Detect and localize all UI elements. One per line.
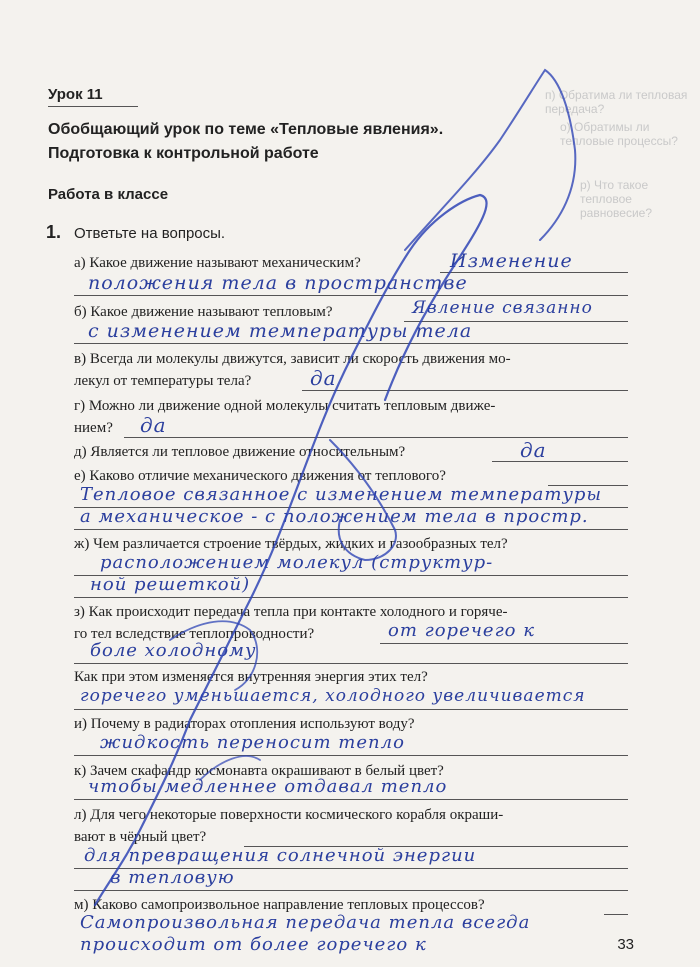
handwritten-answer: да: [520, 438, 547, 462]
question-e: д) Является ли тепловое движение относительным?: [74, 444, 406, 460]
question-d: г) Можно ли движение одной молекулы считать тепловым движе-: [74, 398, 496, 414]
show-through-text: о) Обратимы ли тепловые процессы?: [560, 120, 678, 148]
handwritten-answer: жидкость переносит тепло: [100, 732, 405, 753]
handwritten-answer: для превращения солнечной энергии: [84, 845, 477, 866]
task-instruction: Ответьте на вопросы.: [74, 225, 226, 242]
question-m: м) Каково самопроизвольное направление тепловых процессов?: [74, 897, 485, 913]
question-a: а) Какое движение называют механическим?: [74, 255, 361, 271]
handwritten-answer: боле холодному: [90, 640, 257, 661]
question-l-cont: вают в чёрный цвет?: [74, 829, 207, 845]
handwritten-answer: положения тела в пространстве: [88, 272, 468, 294]
question-h-cont: го тел вследствие теплопроводности?: [74, 626, 315, 642]
handwritten-answer: ной решеткой): [90, 574, 251, 595]
handwritten-answer: а механическое - с положением тела в простр.: [80, 506, 589, 527]
handwritten-answer: с изменением температуры тела: [88, 320, 473, 342]
handwritten-answer: да: [310, 366, 337, 390]
question-h2: Как при этом изменяется внутренняя энергия этих тел?: [74, 669, 428, 685]
question-h: з) Как происходит передача тепла при контакте холодного и горяче-: [74, 604, 508, 620]
question-d-cont: нием?: [74, 420, 113, 436]
title-line: Обобщающий урок по теме «Тепловые явления».: [48, 121, 444, 138]
handwritten-answer: происходит от более горечего к: [80, 934, 427, 955]
question-c: в) Всегда ли молекулы движутся, зависит ли скорость движения мо-: [74, 351, 511, 367]
handwritten-answer: Тепловое связанное с изменением температуры: [80, 484, 603, 505]
lesson-label: Урок 11: [48, 86, 103, 103]
handwritten-answer: Изменение: [450, 250, 573, 272]
question-f: е) Каково отличие механического движения от теплового?: [74, 468, 446, 484]
handwritten-answer: расположением молекул (структур-: [100, 552, 494, 573]
handwritten-answer: в тепловую: [110, 867, 235, 888]
handwritten-answer: да: [140, 413, 167, 437]
task-number: 1.: [46, 222, 62, 242]
handwritten-answer: от горечего к: [388, 620, 535, 641]
title-line: Подготовка к контрольной работе: [48, 145, 319, 162]
question-b: б) Какое движение называют тепловым?: [74, 304, 333, 320]
question-k: к) Зачем скафандр космонавта окрашивают в белый цвет?: [74, 763, 444, 779]
show-through-text: р) Что такое тепловое равновесие?: [580, 178, 652, 220]
page-number: 33: [617, 936, 634, 953]
handwritten-answer: Самопроизвольная передача тепла всегда: [80, 912, 531, 933]
question-c-cont: лекул от температуры тела?: [74, 373, 252, 389]
handwritten-answer: горечего уменьшается, холодного увеличивается: [80, 686, 586, 706]
handwritten-answer: Явление связанно: [412, 298, 593, 318]
section-heading: Работа в классе: [48, 186, 169, 203]
question-g: ж) Чем различается строение твёрдых, жидких и газообразных тел?: [74, 536, 508, 552]
question-i: и) Почему в радиаторах отопления используют воду?: [74, 716, 415, 732]
handwritten-answer: чтобы медленнее отдавал тепло: [88, 776, 448, 797]
question-l: л) Для чего некоторые поверхности космического корабля окраши-: [74, 807, 504, 823]
show-through-text: п) Обратима ли тепловая передача?: [545, 88, 688, 116]
